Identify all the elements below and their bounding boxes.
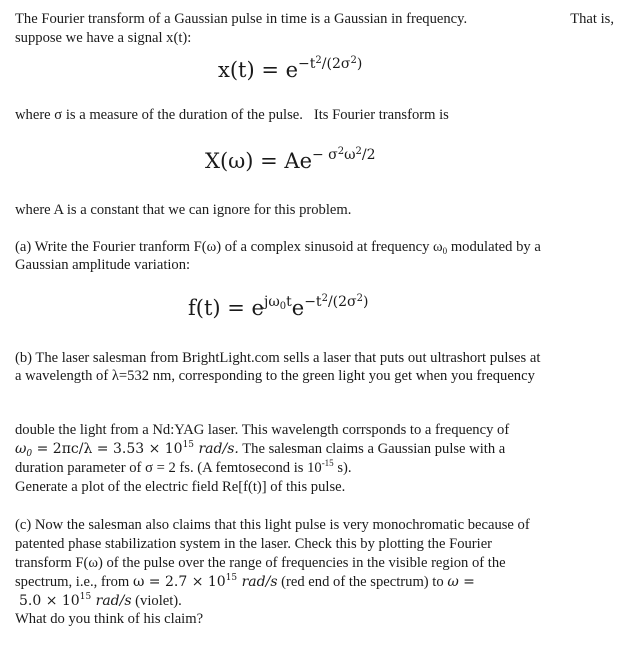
part-b-line-3: double the light from a Nd:YAG laser. This wavelength corrsponds to a frequency of <box>15 422 510 438</box>
eq3-exp2-close: ) <box>362 294 369 310</box>
part-c-line-5-end: (violet). <box>131 593 182 609</box>
eq3-exp2-rest: /(2σ <box>327 294 357 310</box>
eq2-exp: − σ <box>312 147 338 163</box>
part-a-line-1-end: modulated by a <box>447 239 541 255</box>
part-a-line-1 <box>15 238 614 256</box>
eq3-exp2: −t <box>304 294 322 310</box>
eq3-exp1-sub: 0 <box>279 301 287 312</box>
intro-line-1-text: The Fourier transform of a Gaussian pulse in time is a Gaussian in frequency. <box>15 11 468 27</box>
intro-line-1-end: That is, <box>570 11 614 27</box>
red-omega-unit: rad/s <box>237 574 278 590</box>
part-c-line-2: patented phase stabilization system in the laser. Check this by plotting the Fourier <box>15 536 493 552</box>
equation-x-of-t <box>218 55 363 82</box>
eq3-exp2-sq2: 2 <box>356 293 363 304</box>
eq2-exp-rest: /2 <box>361 147 376 163</box>
part-b-line-4 <box>15 440 614 458</box>
part-b-line-4-text: The salesman claims a Gaussian pulse with a <box>238 441 506 457</box>
violet-omega-value: 5.0 × 10 <box>19 593 80 609</box>
eq1-exp-sq2: 2 <box>350 55 357 66</box>
violet-omega-prefix: ω = <box>447 574 475 590</box>
eq1-exp-close: ) <box>356 56 363 72</box>
part-c-line-4 <box>15 573 614 591</box>
femto-exp: -15 <box>321 458 334 468</box>
part-b-line-6: Generate a plot of the electric field Re[f(t)] of this pulse. <box>15 479 346 495</box>
violet-omega <box>19 593 132 609</box>
part-c-line-5 <box>19 592 614 610</box>
sigma-sentence <box>15 106 614 124</box>
part-b-line-5 <box>15 459 614 477</box>
part-a-omega-sub: 0 <box>442 246 448 256</box>
omega-zero-formula <box>15 441 239 457</box>
part-b-line-5-end: s). <box>333 460 352 476</box>
constant-sentence: where A is a constant that we can ignore for this problem. <box>15 202 352 218</box>
red-omega <box>133 574 278 590</box>
red-omega-value: ω = 2.7 × 10 <box>132 574 226 590</box>
part-a-line-1-text: (a) Write the Fourier tranform F(ω) of a complex sinusoid at frequency ω <box>15 239 443 255</box>
part-b-line-1: (b) The laser salesman from BrightLight.com sells a laser that puts out ultrashort pulses at <box>15 350 541 366</box>
equation-X-of-omega <box>205 146 376 173</box>
eq2-exp-sq2: 2 <box>355 146 362 157</box>
eq1-lhs: x(t) = e <box>218 58 299 82</box>
violet-omega-unit: rad/s <box>91 593 132 609</box>
red-omega-exp: 15 <box>225 573 238 583</box>
violet-omega-exp: 15 <box>79 592 92 602</box>
part-b-line-5-text: duration parameter of σ = 2 fs. (A femtosecond is 10 <box>15 460 322 476</box>
part-c-line-4-middle: (red end of the spectrum) to <box>277 574 448 590</box>
omega-formula-unit: rad/s. <box>194 441 239 457</box>
eq2-exp-sq: 2 <box>337 146 345 157</box>
eq3-exp2-sq: 2 <box>321 293 328 304</box>
omega-sub: 0 <box>26 449 33 459</box>
eq3-mid: e <box>291 296 305 320</box>
omega-symbol: ω <box>15 441 27 457</box>
part-c-line-1: (c) Now the salesman also claims that this light pulse is very monochromatic because of <box>15 517 530 533</box>
part-a-line-2: Gaussian amplitude variation: <box>15 257 191 273</box>
part-c-line-3: transform F(ω) of the pulse over the range of frequencies in the visible region of the <box>15 555 506 571</box>
eq1-exp: −t <box>298 56 316 72</box>
part-c-line-6: What do you think of his claim? <box>15 611 204 627</box>
eq1-exp-rest: /(2σ <box>321 56 351 72</box>
eq3-exp1-t: t <box>286 294 292 310</box>
part-c-line-4-text: spectrum, i.e., from <box>15 574 133 590</box>
eq2-exp-w: ω <box>344 147 356 163</box>
intro-line-1 <box>15 10 614 28</box>
eq2-lhs: X(ω) = Ae <box>205 149 312 173</box>
equation-f-of-t <box>188 293 369 320</box>
eq1-exp-sq: 2 <box>315 55 322 66</box>
sigma-sentence-1: where σ is a measure of the duration of the pulse. <box>15 107 303 123</box>
intro-line-2: suppose we have a signal x(t): <box>15 30 192 46</box>
eq3-lhs: f(t) = e <box>188 296 264 320</box>
part-b-line-2: a wavelength of λ=532 nm, corresponding to the green light you get when you frequency <box>15 368 535 384</box>
sigma-sentence-2: Its Fourier transform is <box>313 107 449 123</box>
eq3-exp1: jω <box>263 294 280 310</box>
omega-formula-rest: = 2πc/λ = 3.53 × 10 <box>32 441 183 457</box>
omega-formula-exp: 15 <box>182 440 195 450</box>
